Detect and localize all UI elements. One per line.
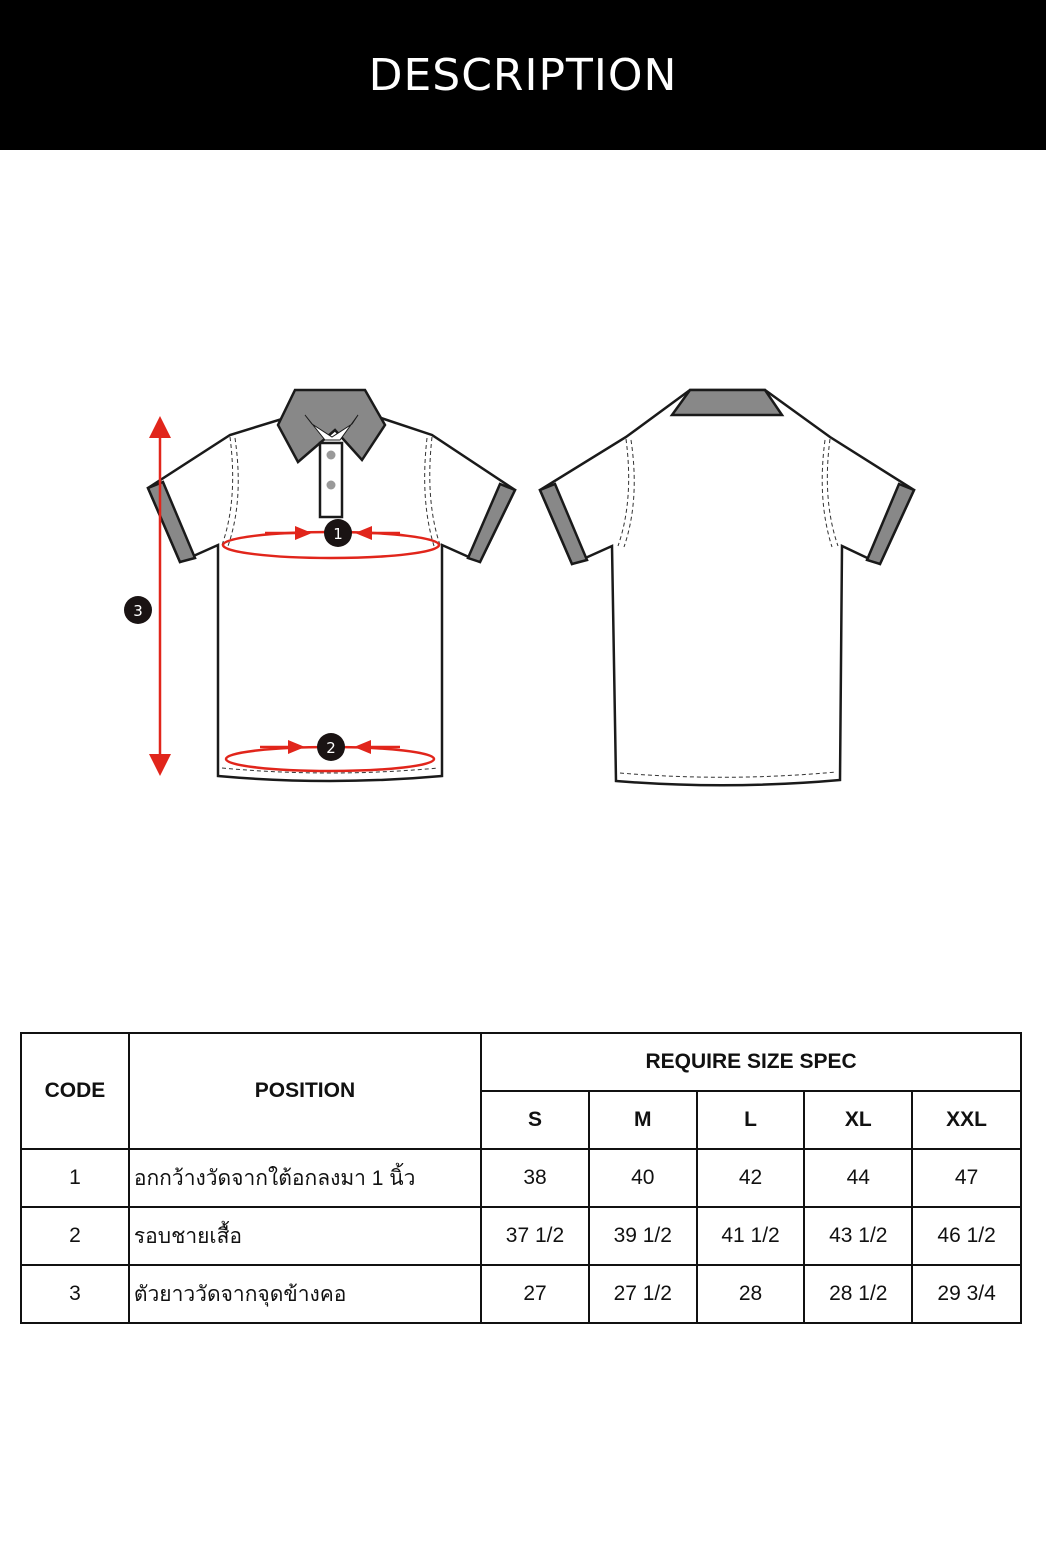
row-value: 38 [481,1149,589,1207]
row-value: 27 1/2 [589,1265,697,1323]
table-row [21,1265,1021,1323]
row-value: 29 3/4 [912,1265,1021,1323]
row-value: 43 1/2 [804,1207,912,1265]
code-header: CODE [21,1033,129,1149]
position-header: POSITION [129,1033,481,1149]
row-code: 1 [21,1149,129,1207]
row-value: 39 1/2 [589,1207,697,1265]
polo-shirt-back-icon [540,390,914,785]
row-code: 2 [21,1207,129,1265]
length-measurement [124,416,171,776]
row-value: 46 1/2 [912,1207,1021,1265]
marker-2: 2 [326,739,336,757]
row-value: 44 [804,1149,912,1207]
marker-3: 3 [133,602,143,620]
size-header-xl: XL [804,1091,912,1149]
row-code: 3 [21,1265,129,1323]
row-value: 28 [697,1265,805,1323]
polo-shirt-front-icon [148,390,515,781]
row-value: 28 1/2 [804,1265,912,1323]
row-value: 42 [697,1149,805,1207]
size-header-xxl: XXL [912,1091,1021,1149]
row-value: 47 [912,1149,1021,1207]
row-position: รอบชายเสื้อ [129,1207,481,1265]
row-position: ตัวยาววัดจากจุดข้างคอ [129,1265,481,1323]
marker-1: 1 [333,525,343,543]
size-header-s: S [481,1091,589,1149]
row-value: 27 [481,1265,589,1323]
table-row [21,1207,1021,1265]
page-title: DESCRIPTION [368,49,678,101]
size-header-l: L [697,1091,805,1149]
size-header-m: M [589,1091,697,1149]
row-value: 37 1/2 [481,1207,589,1265]
spec-header: REQUIRE SIZE SPEC [481,1033,1021,1091]
row-value: 40 [589,1149,697,1207]
shirt-diagram [0,380,1046,800]
page-header [0,0,1046,150]
size-spec-table [20,1032,1022,1324]
row-position: อกกว้างวัดจากใต้อกลงมา 1 นิ้ว [129,1149,481,1207]
row-value: 41 1/2 [697,1207,805,1265]
table-row [21,1149,1021,1207]
